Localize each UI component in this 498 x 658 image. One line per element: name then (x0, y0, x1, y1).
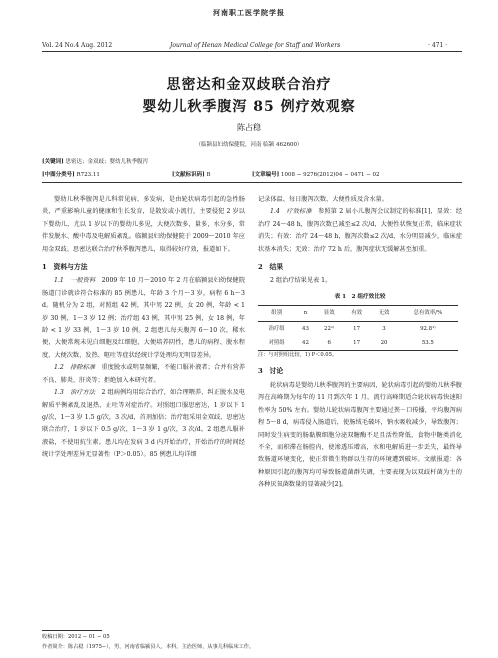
discussion-text: 轮状病毒是婴幼儿秋季腹泻的主要病因，轮状病毒引起的婴幼儿秋季腹泻在高峰期为每年的 11 月到次年 1 月，流行高峰期适合轮状病毒快速阳性率为 50% 左右。婴幼儿轮状病毒腹泻主要通过粪－口传播，平均腹泻病程 5～8 d，病毒侵入肠道后，使肠绒毛破坏，钠水吸收减少，导致腹泻；同时发生病变的肠黏膜细胞分泌双糖酶不足且活性降低，食物中糖类消化不全，而积滞在肠腔内，使渗透压增高，水和电解质进一步丢失，最终导致肠道环境变化，使正常微生物群以生存的环境遭到破坏。文献报道：各种原因引起的腹泻均可导致肠道菌群失调，主要表现为以双歧杆菌为主的各种厌氧菌数量的显著减少[2]。 (258, 381, 462, 489)
section-1-2-heading: 1.2 排除标准 (54, 364, 96, 372)
volume-info: Vol. 24 No.4 Aug. 2012 (42, 42, 113, 49)
journal-name-cn: 河南职工医学院学报 (213, 8, 285, 17)
table-caption: 表 1 2 组疗效比较 (334, 293, 386, 300)
section-2-heading: 2 结果 (258, 263, 284, 272)
table-cell: 对照组 (268, 340, 285, 347)
section-1-4 (258, 206, 462, 256)
continued-text: 记录体温、每日腹泻次数、大便性质及含水量。 (258, 196, 388, 203)
abstract-rule (42, 182, 462, 183)
section-1-1 (42, 275, 245, 362)
table-header-cell: 总有效率/% (413, 310, 443, 317)
footnote-rule (42, 630, 102, 631)
table-cell: 22¹⁾ (324, 325, 335, 332)
right-column (258, 194, 462, 492)
keywords-row (42, 157, 148, 165)
section-1-4-text: 参照第 2 届小儿腹泻会议制定的标准[1]，显效：经治疗 24～48 h，腹泻次数已减至≤2 次/d，大便性状恢复正常，临床症状消失；有效：治疗 24～48 h，腹泻次数≤2 次/d，水分明显减少，临床症状基本消失；无效：治疗 72 h 后，腹泻症状无缓解甚至加重。 (258, 208, 463, 253)
doc-code-label: [文献标识码] (172, 172, 205, 178)
section-1-heading: 1 资料与方法 (42, 263, 88, 272)
section-3-heading: 3 讨论 (258, 367, 284, 376)
doc-code-value: B (206, 172, 211, 178)
section-1-4-heading: 1.4 疗效标准 (270, 208, 312, 216)
article-no-row (252, 170, 380, 178)
table-cell: 53.5 (421, 340, 434, 347)
section-1-3 (42, 387, 245, 461)
table-header-row (258, 306, 458, 321)
section-1-3-text: 2 组病例均用综合治疗，如合理喂养，纠正脱水及电解质平衡紊乱及退热、止吐等对症治疗。对照组口服思密达，1 岁以下 1 g/次，1～3 岁 1.5 g/次，3 次/d，首剂加倍；治疗组采用金双歧、思密达联合治疗，1 岁以下 0.5 g/次，1～3 岁 1 g/次，3 次/d。2 组患儿服补液盐，不使用抗生素。患儿均在发病 3 d 内开始治疗，开始治疗的时间经统计学处理差异无显著性（P＞0.05）。85 例患儿均详细 (42, 389, 246, 459)
keywords-value: 思密达；金双歧；婴幼儿秋季腹泻 (65, 159, 148, 165)
table-header-cell: 无效 (378, 310, 390, 317)
table-header-cell: 有效 (351, 310, 362, 317)
section-1-1-text: 2009 年 10 月～2010 年 2 月在临颍县妇幼保健院肠道门诊就诊符合标准的 85 例患儿，年龄 3 个月～3 岁，病程 6 h～3 d。随机分为 2 组，对照组 42 例，其中男 22 例，女 20 例，年龄 < 1 岁 30 例，1～3 岁 12 例；治疗组 43 例，其中男 25 例，女 18 例，年龄 < 1 岁 33 例，1～3 岁 10 例。2 组患儿每天腹泻 6～10 次，稀水便，大便常规未见白细胞及红细胞，大便培养阴性，患儿的病程、脱水程度、大便次数、发热、呕吐等症状经统计学处理均无明显差异。 (42, 277, 246, 359)
table-cell: 20 (380, 340, 388, 347)
results-text: 2 组治疗结果见表 1。 (270, 277, 332, 285)
article-title-line1: 思密达和金双歧联合治疗 (166, 77, 332, 93)
article-no-value: 1008 − 9276(2012)04 − 0471 − 02 (280, 172, 380, 178)
left-column (42, 194, 245, 462)
author-name: 陈占稳 (237, 123, 261, 132)
section-1-3-heading: 1.3 治疗方法 (54, 389, 96, 397)
article-no-label: [文章编号] (252, 172, 280, 178)
table-cell: 42 (302, 340, 309, 347)
table-cell: 3 (382, 325, 386, 332)
clc-value: R723.11 (76, 172, 100, 178)
journal-name-en: Journal of Henan Medical College for Staff and Workers (170, 42, 341, 49)
section-1-2-text: 重度脱水或明显频繁，不能口服补液者；合并有营养不良、肺炎、肝炎等；拒绝加入本研究者。 (42, 364, 246, 384)
table-cell: 治疗组 (268, 325, 285, 332)
table-row (258, 321, 458, 336)
section-1-2 (42, 362, 245, 387)
clc-row (42, 170, 100, 178)
table-cell: 92.8¹⁾ (420, 325, 436, 332)
page-number: · 471 · (428, 42, 448, 49)
author-affiliation: （临颍县妇幼保健院，河南 临颍 462600） (195, 142, 303, 148)
table-note: 注：与对照组比较，1) P＜0.05。 (258, 352, 338, 359)
table-cell: 17 (353, 325, 361, 332)
table-header-cell: n (303, 310, 308, 317)
header-rule (42, 51, 462, 52)
article-title-line2: 婴幼儿秋季腹泻 85 例疗效观察 (142, 99, 356, 115)
keywords-label: [关键词] (42, 159, 64, 165)
table-header-cell: 组别 (271, 310, 283, 317)
table-cell: 6 (327, 340, 331, 347)
author-bio: 作者简介：陈占稳（1975−），男，河南省临颍县人，本科，主治医师，从事儿科临床工作。 (42, 644, 255, 650)
table-cell: 17 (353, 340, 361, 347)
table-cell: 43 (302, 325, 309, 332)
doc-code-row (172, 170, 211, 178)
intro-paragraph: 婴幼儿秋季腹泻是儿科常见病、多发病，是由轮状病毒引起的急性肠炎，严重影响儿童的健康和生长发育，是散发或小流行，主要侵犯 2 岁以下婴幼儿，尤以 1 岁以下的婴幼儿多见，大便次数多，量多，水分多，常伴发脱水、酸中毒及电解质紊乱。临颍县妇幼保健院于 2009～2010 年应用金双歧、思密达联合治疗秋季腹泻患儿，取得较好疗效，报道如下。 (42, 196, 245, 253)
section-1-1-heading: 1.1 一般资料 (54, 277, 96, 285)
table-row (258, 336, 458, 351)
received-date: 收稿日期：2012 − 01 − 05 (42, 634, 110, 640)
results-table (258, 305, 458, 351)
table-header-cell: 显效 (323, 310, 335, 317)
clc-label: [中图分类号] (42, 172, 75, 178)
